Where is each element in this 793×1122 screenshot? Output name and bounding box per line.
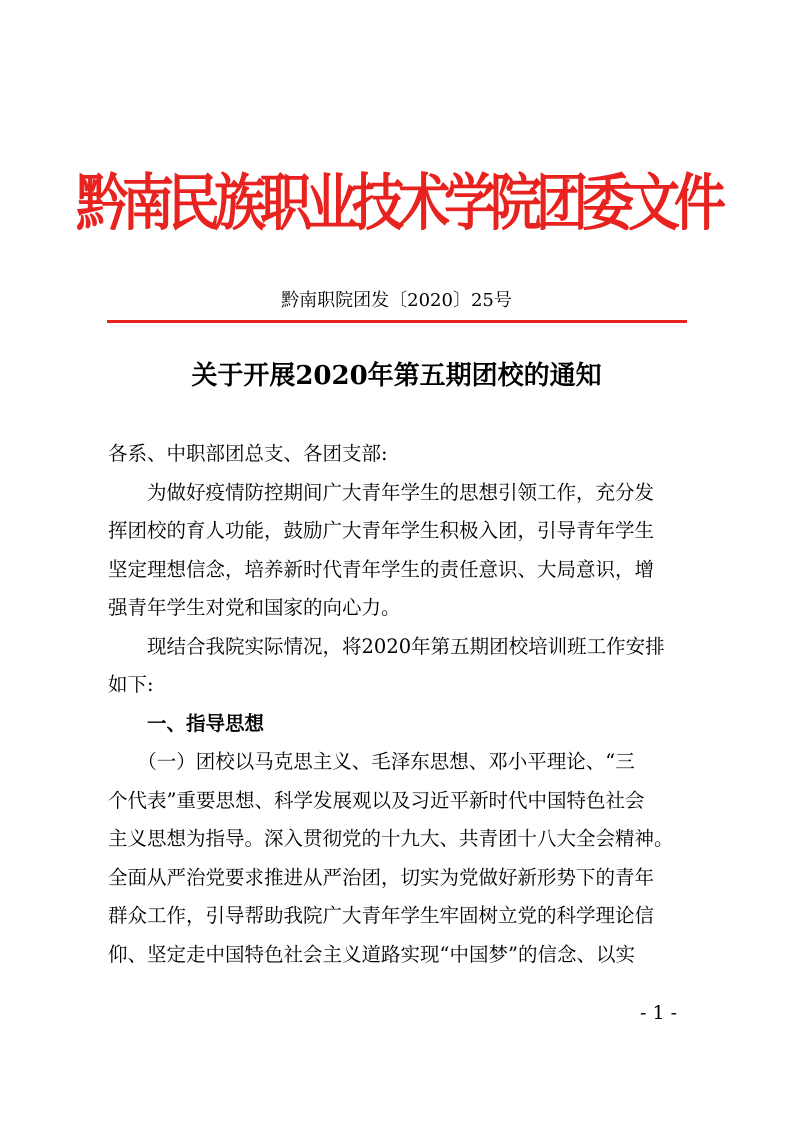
body-line: 群众工作，引导帮助我院广大青年学生牢固树立党的科学理论信 [108, 904, 655, 927]
page-number: - 1 - [640, 1002, 678, 1024]
body-line: 全面从严治党要求推进从严治团，切实为党做好新形势下的青年 [108, 865, 655, 889]
body-line: 个代表”重要思想、科学发展观以及习近平新时代中国特色社会 [108, 788, 645, 812]
document-title: 关于开展2020年第五期团校的通知 [191, 361, 602, 391]
body-line: 主义思想为指导。深入贯彻党的十九大、共青团十八大全会精神。 [108, 827, 674, 850]
body-line: 强青年学生对党和国家的向心力。 [108, 596, 401, 619]
section-heading: 一、指导思想 [108, 711, 265, 735]
red-divider-line [107, 320, 687, 323]
body-line: 坚定理想信念，培养新时代青年学生的责任意识、大局意识，增 [108, 557, 655, 581]
body-line: （一）团校以马克思主义、毛泽东思想、邓小平理论、“三 [108, 750, 635, 773]
body-line: 如下: [108, 673, 154, 696]
body-line-salutation: 各系、中职部团总支、各团支部: [108, 442, 388, 465]
body-line: 挥团校的育人功能，鼓励广大青年学生积极入团，引导青年学生 [108, 519, 655, 542]
document-number: 黔南职院团发〔2020〕25号 [281, 290, 512, 311]
body-line: 仰、坚定走中国特色社会主义道路实现“中国梦”的信念、以实 [108, 942, 635, 966]
body-line: 现结合我院实际情况，将2020年第五期团校培训班工作安排 [108, 634, 665, 658]
document-masthead: 黔南民族职业技术学院团委文件 [76, 168, 721, 239]
document-body [108, 435, 688, 974]
body-line: 为做好疫情防控期间广大青年学生的思想引领工作，充分发 [108, 480, 655, 504]
